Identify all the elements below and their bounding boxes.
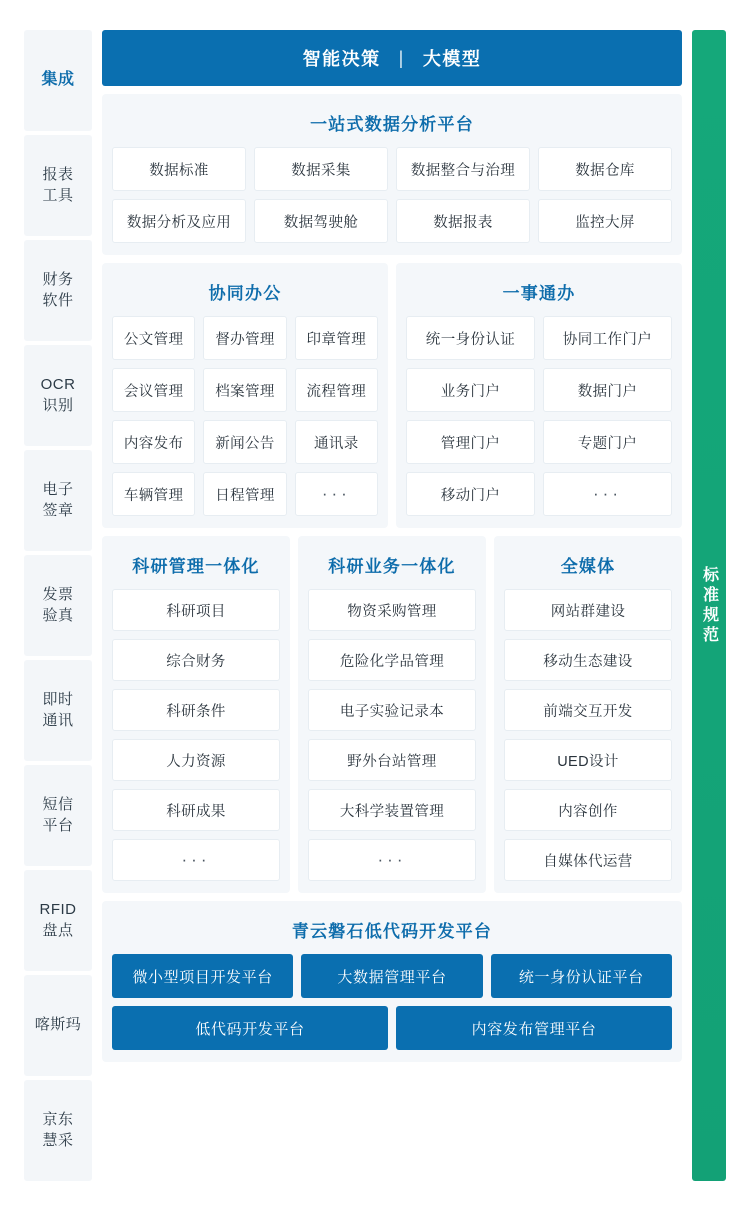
cell-material-procurement[interactable]: 物资采购管理 [308,589,476,631]
cell-address-book[interactable]: 通讯录 [295,420,378,464]
sidebar-heading [24,30,92,131]
cell-collaborative-work-portal[interactable]: 协同工作门户 [543,316,672,360]
sidebar-item-label: 即时 [42,690,74,708]
sidebar-item-invoice-verify[interactable] [24,555,92,656]
all-media-grid [504,589,672,881]
cell-management-portal[interactable]: 管理门户 [406,420,535,464]
sidebar-item-label: 平台 [42,816,74,834]
cell-onestop-more[interactable]: ··· [543,472,672,516]
office-onestop-row [102,263,682,528]
cell-data-cockpit[interactable]: 数据驾驶舱 [254,199,388,243]
sidebar-item-sms-platform[interactable] [24,765,92,866]
sidebar-item-label: 工具 [42,186,74,204]
sidebar-item-label: 报表 [42,165,74,183]
cell-content-publishing[interactable]: 内容发布 [112,420,195,464]
sidebar-item-label: 识别 [42,396,74,414]
sidebar-item-label: 短信 [42,795,74,813]
sidebar-item-e-signature[interactable] [24,450,92,551]
banner-right-label: 大模型 [422,49,482,69]
cell-bigdata-management-platform[interactable]: 大数据管理平台 [301,954,482,998]
sidebar-item-instant-messaging[interactable] [24,660,92,761]
panel-title-research-business: 科研业务一体化 [328,557,456,576]
sidebar-item-ocr[interactable] [24,345,92,446]
research-business-grid [308,589,476,881]
sidebar-item-finance-software[interactable] [24,240,92,341]
cell-office-more[interactable]: ··· [295,472,378,516]
sidebar-item-label: 发票 [42,585,74,603]
cell-lowcode-development-platform[interactable]: 低代码开发平台 [112,1006,388,1050]
cell-electronic-lab-notebook[interactable]: 电子实验记录本 [308,689,476,731]
banner-divider: | [398,47,405,68]
sidebar-heading-label: 集成 [41,71,75,89]
banner-left-label: 智能决策 [302,49,381,69]
cell-content-publishing-platform[interactable]: 内容发布管理平台 [396,1006,672,1050]
cell-research-project[interactable]: 科研项目 [112,589,280,631]
panel-title-one-stop-service: 一事通办 [502,284,576,303]
sidebar-item-label: 电子 [42,480,74,498]
panel-lowcode-platform [102,901,682,1062]
data-platform-grid [112,147,672,243]
panel-title-data-platform: 一站式数据分析平台 [310,115,474,134]
cell-topic-portal[interactable]: 专题门户 [543,420,672,464]
cell-research-business-more[interactable]: ··· [308,839,476,881]
cell-data-analysis-application[interactable]: 数据分析及应用 [112,199,246,243]
sidebar-item-label: 盘点 [42,921,74,939]
cell-data-report[interactable]: 数据报表 [396,199,530,243]
sidebar-item-label: 通讯 [42,711,74,729]
panel-title-research-management: 科研管理一体化 [132,557,260,576]
standards-rightbar-label: 标准规范 [700,565,718,646]
cell-data-integration-governance[interactable]: 数据整合与治理 [396,147,530,191]
center-column [102,30,682,1181]
cell-vehicle-management[interactable]: 车辆管理 [112,472,195,516]
top-banner [102,30,682,86]
cell-seal-management[interactable]: 印章管理 [295,316,378,360]
cell-monitoring-screen[interactable]: 监控大屏 [538,199,672,243]
panel-one-stop-service [396,263,682,528]
sidebar-item-label: 软件 [42,291,74,309]
cell-data-warehouse[interactable]: 数据仓库 [538,147,672,191]
cell-human-resources[interactable]: 人力资源 [112,739,280,781]
research-media-row [102,536,682,893]
panel-collaborative-office [102,263,388,528]
sidebar-item-label: RFID [39,900,77,918]
cell-data-collection[interactable]: 数据采集 [254,147,388,191]
cell-big-science-facility[interactable]: 大科学装置管理 [308,789,476,831]
integration-sidebar [24,30,92,1181]
cell-comprehensive-finance[interactable]: 综合财务 [112,639,280,681]
cell-self-media-operation[interactable]: 自媒体代运营 [504,839,672,881]
cell-frontend-development[interactable]: 前端交互开发 [504,689,672,731]
panel-research-management [102,536,290,893]
office-grid [112,316,378,516]
panel-title-lowcode-platform: 青云磐石低代码开发平台 [291,922,493,941]
cell-mobile-ecosystem[interactable]: 移动生态建设 [504,639,672,681]
cell-research-management-more[interactable]: ··· [112,839,280,881]
cell-meeting-management[interactable]: 会议管理 [112,368,195,412]
cell-process-management[interactable]: 流程管理 [295,368,378,412]
cell-unified-identity-platform[interactable]: 统一身份认证平台 [491,954,672,998]
sidebar-item-label: 财务 [42,270,74,288]
panel-title-collaborative-office: 协同办公 [208,284,282,303]
cell-research-achievements[interactable]: 科研成果 [112,789,280,831]
lowcode-row-a [112,954,672,998]
sidebar-item-label: OCR [40,375,76,393]
panel-all-media [494,536,682,893]
panel-title-all-media: 全媒体 [560,557,616,576]
cell-schedule-management[interactable]: 日程管理 [203,472,286,516]
cell-data-portal[interactable]: 数据门户 [543,368,672,412]
cell-micro-project-platform[interactable]: 微小型项目开发平台 [112,954,293,998]
cell-document-management[interactable]: 公文管理 [112,316,195,360]
sidebar-item-report-tool[interactable] [24,135,92,236]
sidebar-item-jd-huicai[interactable] [24,1080,92,1181]
lowcode-row-b [112,1006,672,1050]
cell-archive-management[interactable]: 档案管理 [203,368,286,412]
sidebar-item-label: 验真 [42,606,74,624]
research-management-grid [112,589,280,881]
cell-mobile-portal[interactable]: 移动门户 [406,472,535,516]
onestop-grid [406,316,672,516]
panel-data-platform [102,94,682,255]
cell-supervision-management[interactable]: 督办管理 [203,316,286,360]
cell-hazardous-chemicals[interactable]: 危险化学品管理 [308,639,476,681]
sidebar-item-label: 喀斯玛 [34,1016,82,1034]
sidebar-item-label: 慧采 [42,1131,74,1149]
cell-website-cluster[interactable]: 网站群建设 [504,589,672,631]
cell-field-station-management[interactable]: 野外台站管理 [308,739,476,781]
cell-unified-identity-auth[interactable]: 统一身份认证 [406,316,535,360]
cell-data-standard[interactable]: 数据标准 [112,147,246,191]
sidebar-item-label: 签章 [42,501,74,519]
cell-research-conditions[interactable]: 科研条件 [112,689,280,731]
cell-news-announcement[interactable]: 新闻公告 [203,420,286,464]
sidebar-item-label: 京东 [42,1110,74,1128]
cell-content-creation[interactable]: 内容创作 [504,789,672,831]
panel-research-business [298,536,486,893]
cell-business-portal[interactable]: 业务门户 [406,368,535,412]
sidebar-item-rfid[interactable] [24,870,92,971]
cell-ued-design[interactable]: UED设计 [504,739,672,781]
standards-rightbar [692,30,726,1181]
sidebar-item-kasima[interactable] [24,975,92,1076]
